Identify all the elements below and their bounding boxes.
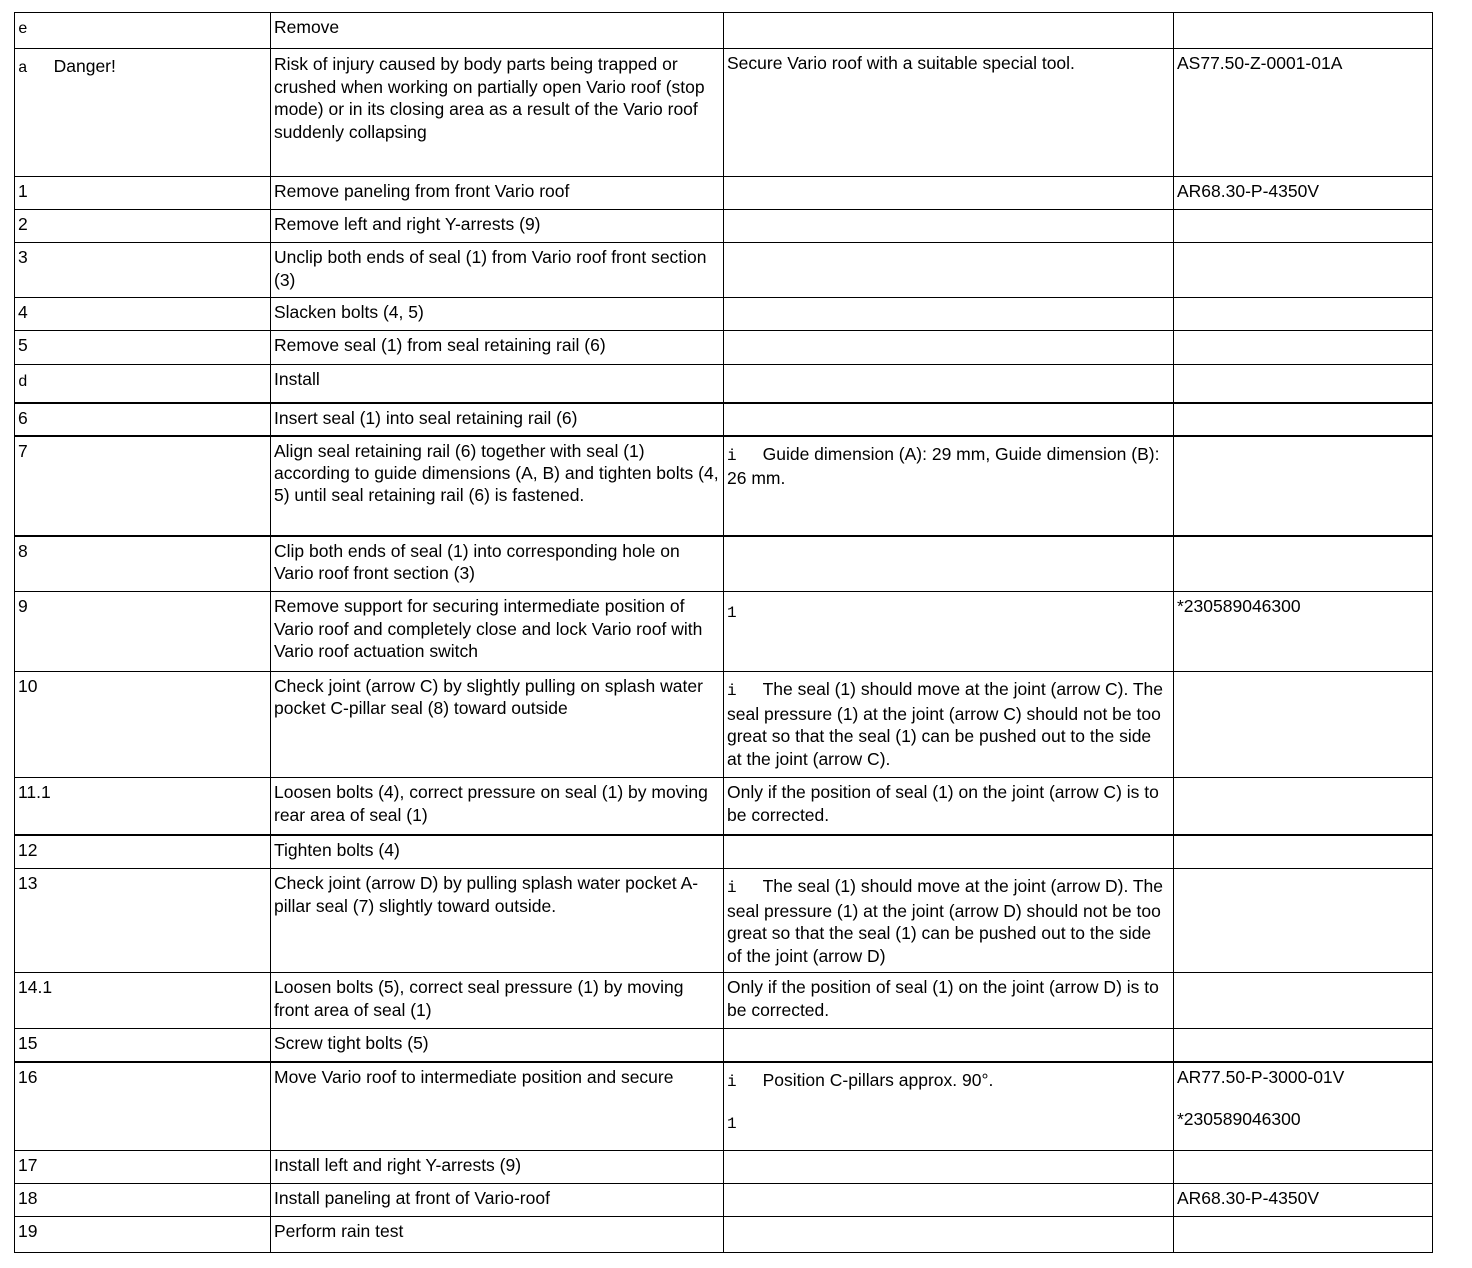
step-cell: 15 bbox=[15, 1029, 271, 1062]
step-cell bbox=[15, 49, 271, 177]
action-cell: Align seal retaining rail (6) together with seal (1) according to guide dimensions (A, B) and tighten bolts (4, 5) until seal retaining rail (6) is fastened. bbox=[271, 436, 724, 536]
step-cell: 10 bbox=[15, 672, 271, 778]
action-cell: Unclip both ends of seal (1) from Vario roof front section (3) bbox=[271, 243, 724, 298]
table-row bbox=[15, 869, 1433, 973]
step-cell bbox=[15, 13, 271, 49]
note-cell bbox=[724, 536, 1174, 592]
action-cell: Move Vario roof to intermediate position and secure bbox=[271, 1062, 724, 1151]
action-cell: Tighten bolts (4) bbox=[271, 835, 724, 869]
reference-cell bbox=[1174, 1217, 1433, 1253]
reference-cell bbox=[1174, 403, 1433, 436]
danger-label: Danger! bbox=[53, 56, 116, 76]
table-row bbox=[15, 1062, 1433, 1151]
table-row bbox=[15, 49, 1433, 177]
step-cell: 7 bbox=[15, 436, 271, 536]
action-cell: Remove support for securing intermediate position of Vario roof and completely close and lock Vario roof with Vario roof actuation switch bbox=[271, 592, 724, 672]
step-cell: 1 bbox=[15, 177, 271, 210]
reference-cell bbox=[1174, 1029, 1433, 1062]
table-row bbox=[15, 210, 1433, 243]
reference-cell[interactable]: *230589046300 bbox=[1174, 592, 1433, 672]
reference-cell[interactable]: AR68.30-P-4350V bbox=[1174, 177, 1433, 210]
table-row bbox=[15, 243, 1433, 298]
reference-cell bbox=[1174, 778, 1433, 835]
action-cell: Install bbox=[271, 365, 724, 403]
table-row bbox=[15, 536, 1433, 592]
note-cell bbox=[724, 1151, 1174, 1184]
reference-cell bbox=[1174, 1151, 1433, 1184]
step-cell bbox=[15, 365, 271, 403]
note-cell bbox=[724, 672, 1174, 778]
table-row bbox=[15, 403, 1433, 436]
step-cell: 16 bbox=[15, 1062, 271, 1151]
step-cell: 18 bbox=[15, 1184, 271, 1217]
info-icon: i bbox=[727, 1072, 737, 1091]
step-cell: 14.1 bbox=[15, 973, 271, 1029]
note-cell bbox=[724, 403, 1174, 436]
table-row bbox=[15, 13, 1433, 49]
step-cell: 6 bbox=[15, 403, 271, 436]
table-row bbox=[15, 778, 1433, 835]
section-marker-icon: d bbox=[18, 373, 28, 391]
action-cell: Remove paneling from front Vario roof bbox=[271, 177, 724, 210]
table-row bbox=[15, 835, 1433, 869]
note-text: The seal (1) should move at the joint (arrow C). The seal pressure (1) at the joint (arrow C) should not be too great so that the seal (1) can be pushed out to the side at the joint (arrow C). bbox=[727, 679, 1164, 769]
step-cell: 2 bbox=[15, 210, 271, 243]
table-row bbox=[15, 1217, 1433, 1253]
step-cell: 8 bbox=[15, 536, 271, 592]
action-cell: Remove bbox=[271, 13, 724, 49]
note-cell bbox=[724, 592, 1174, 672]
action-cell: Remove left and right Y-arrests (9) bbox=[271, 210, 724, 243]
action-cell: Install paneling at front of Vario-roof bbox=[271, 1184, 724, 1217]
note-text: The seal (1) should move at the joint (arrow D). The seal pressure (1) at the joint (arrow D) should not be too great so that the seal (1) can be pushed out to the side of the joint (arrow D) bbox=[727, 876, 1164, 966]
step-cell: 5 bbox=[15, 331, 271, 365]
action-cell: Slacken bolts (4, 5) bbox=[271, 298, 724, 331]
table-row bbox=[15, 331, 1433, 365]
reference-cell bbox=[1174, 331, 1433, 365]
step-cell: 3 bbox=[15, 243, 271, 298]
action-cell: Loosen bolts (5), correct seal pressure (1) by moving front area of seal (1) bbox=[271, 973, 724, 1029]
note-cell bbox=[724, 835, 1174, 869]
tool-icon: 1 bbox=[727, 604, 737, 622]
note-cell bbox=[724, 1029, 1174, 1062]
reference-link[interactable]: AR77.50-P-3000-01V bbox=[1177, 1066, 1345, 1087]
table-row bbox=[15, 973, 1433, 1029]
note-cell bbox=[724, 331, 1174, 365]
action-cell: Perform rain test bbox=[271, 1217, 724, 1253]
table-row bbox=[15, 365, 1433, 403]
action-cell: Install left and right Y-arrests (9) bbox=[271, 1151, 724, 1184]
danger-icon: a bbox=[18, 59, 28, 77]
note-cell bbox=[724, 1217, 1174, 1253]
step-cell: 4 bbox=[15, 298, 271, 331]
section-marker-icon: e bbox=[18, 20, 28, 38]
note-cell bbox=[724, 177, 1174, 210]
table-row bbox=[15, 1184, 1433, 1217]
note-cell bbox=[724, 13, 1174, 49]
note-cell bbox=[724, 1062, 1174, 1151]
note-cell: Only if the position of seal (1) on the joint (arrow C) is to be corrected. bbox=[724, 778, 1174, 835]
note-cell bbox=[724, 1184, 1174, 1217]
reference-cell bbox=[1174, 973, 1433, 1029]
action-cell: Screw tight bolts (5) bbox=[271, 1029, 724, 1062]
step-cell: 13 bbox=[15, 869, 271, 973]
table-row bbox=[15, 436, 1433, 536]
note-cell bbox=[724, 436, 1174, 536]
action-cell: Check joint (arrow C) by slightly pulling on splash water pocket C-pillar seal (8) toward outside bbox=[271, 672, 724, 778]
reference-cell bbox=[1174, 672, 1433, 778]
reference-cell bbox=[1174, 210, 1433, 243]
reference-cell[interactable]: AS77.50-Z-0001-01A bbox=[1174, 49, 1433, 177]
reference-cell bbox=[1174, 536, 1433, 592]
reference-cell bbox=[1174, 835, 1433, 869]
table-row bbox=[15, 672, 1433, 778]
note-cell bbox=[724, 210, 1174, 243]
info-icon: i bbox=[727, 879, 737, 897]
table-row bbox=[15, 1151, 1433, 1184]
action-cell: Loosen bolts (4), correct pressure on seal (1) by moving rear area of seal (1) bbox=[271, 778, 724, 835]
tool-icon: 1 bbox=[727, 1115, 737, 1133]
note-cell: Only if the position of seal (1) on the joint (arrow D) is to be corrected. bbox=[724, 973, 1174, 1029]
note-cell bbox=[724, 365, 1174, 403]
action-cell: Remove seal (1) from seal retaining rail (6) bbox=[271, 331, 724, 365]
action-cell: Insert seal (1) into seal retaining rail (6) bbox=[271, 403, 724, 436]
note-text: Position C-pillars approx. 90°. bbox=[762, 1069, 994, 1090]
reference-cell bbox=[1174, 243, 1433, 298]
step-cell: 19 bbox=[15, 1217, 271, 1253]
info-icon: i bbox=[727, 446, 737, 465]
note-cell: Secure Vario roof with a suitable special tool. bbox=[724, 49, 1174, 177]
action-cell: Risk of injury caused by body parts being trapped or crushed when working on partially open Vario roof (stop mode) or in its closing area as a result of the Vario roof suddenly collapsing bbox=[271, 49, 724, 177]
reference-cell bbox=[1174, 1062, 1433, 1151]
reference-cell bbox=[1174, 436, 1433, 536]
step-cell: 12 bbox=[15, 835, 271, 869]
note-cell bbox=[724, 298, 1174, 331]
note-cell bbox=[724, 243, 1174, 298]
table-row bbox=[15, 177, 1433, 210]
reference-cell bbox=[1174, 298, 1433, 331]
procedure-table bbox=[14, 12, 1433, 1253]
note-cell bbox=[724, 869, 1174, 973]
action-cell: Clip both ends of seal (1) into corresponding hole on Vario roof front section (3) bbox=[271, 536, 724, 592]
reference-cell[interactable]: AR68.30-P-4350V bbox=[1174, 1184, 1433, 1217]
info-icon: i bbox=[727, 682, 737, 700]
step-cell: 11.1 bbox=[15, 778, 271, 835]
table-row bbox=[15, 1029, 1433, 1062]
table-row bbox=[15, 592, 1433, 672]
step-cell: 9 bbox=[15, 592, 271, 672]
reference-cell bbox=[1174, 365, 1433, 403]
table-row bbox=[15, 298, 1433, 331]
reference-cell bbox=[1174, 869, 1433, 973]
step-cell: 17 bbox=[15, 1151, 271, 1184]
note-text: Guide dimension (A): 29 mm, Guide dimension (B): 26 mm. bbox=[727, 443, 1160, 488]
tool-number: *230589046300 bbox=[1177, 1109, 1301, 1129]
action-cell: Check joint (arrow D) by pulling splash water pocket A-pillar seal (7) slightly toward outside. bbox=[271, 869, 724, 973]
reference-cell bbox=[1174, 13, 1433, 49]
